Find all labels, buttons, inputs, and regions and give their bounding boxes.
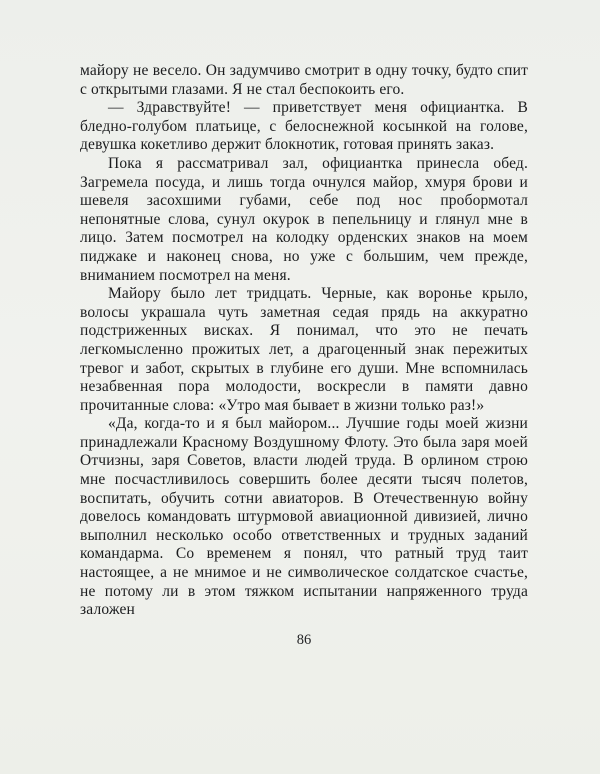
paragraph: Майору было лет тридцать. Черные, как воронье крыло, волосы украшала чуть заметная седая прядь на аккуратно подстриженных висках. Я понимал, что это не печать легкомысленно прожитых лет, а драгоценный знак пережитых тревог и забот, скрытых в глубине его души. Мне вспомнилась незабвенная пора молодости, воскресли в памяти давно прочитанные слова: «Утро мая бывает в жизни только раз!» bbox=[80, 285, 528, 414]
paragraph: «Да, когда-то и я был майором... Лучшие годы моей жизни принадлежали Красному Воздушному Флоту. Это была заря моей Отчизны, заря Советов, власти людей труда. В орлином строю мне посчастливилось совершить более десяти тысяч полетов, воспитать, обучить сотни авиаторов. В Отечественную войну довелось командовать штурмовой авиационной дивизией, лично выполнил несколько особо ответственных и трудных заданий командарма. Со временем я понял, что ратный труд таит настоящее, а не мнимое и не символическое солдатское счастье, не потому ли в этом тяжком испытании напряженного труда заложен bbox=[80, 415, 528, 619]
paragraph: Пока я рассматривал зал, официантка принесла обед. Загремела посуда, и лишь тогда очнулся майор, хмуря брови и шевеля засохшими губами, себе под нос пробормотал непонятные слова, сунул окурок в пепельницу и глянул мне в лицо. Затем посмотрел на колодку орденских знаков на моем пиджаке и наконец снова, но уже с большим, чем прежде, вниманием посмотрел на меня. bbox=[80, 154, 528, 284]
page-number: 86 bbox=[296, 631, 312, 648]
paragraph-continuation: майору не весело. Он задумчиво смотрит в одну точку, будто спит с открытыми глазами. Я не стал беспокоить его. bbox=[80, 62, 528, 98]
paragraph-dialogue: — Здравствуйте! — приветствует меня официантка. В бледно-голубом платьице, с белоснежной косынкой на голове, девушка кокетливо держит блокнотик, готовая принять заказ. bbox=[80, 99, 528, 154]
page-text-block bbox=[80, 62, 528, 620]
